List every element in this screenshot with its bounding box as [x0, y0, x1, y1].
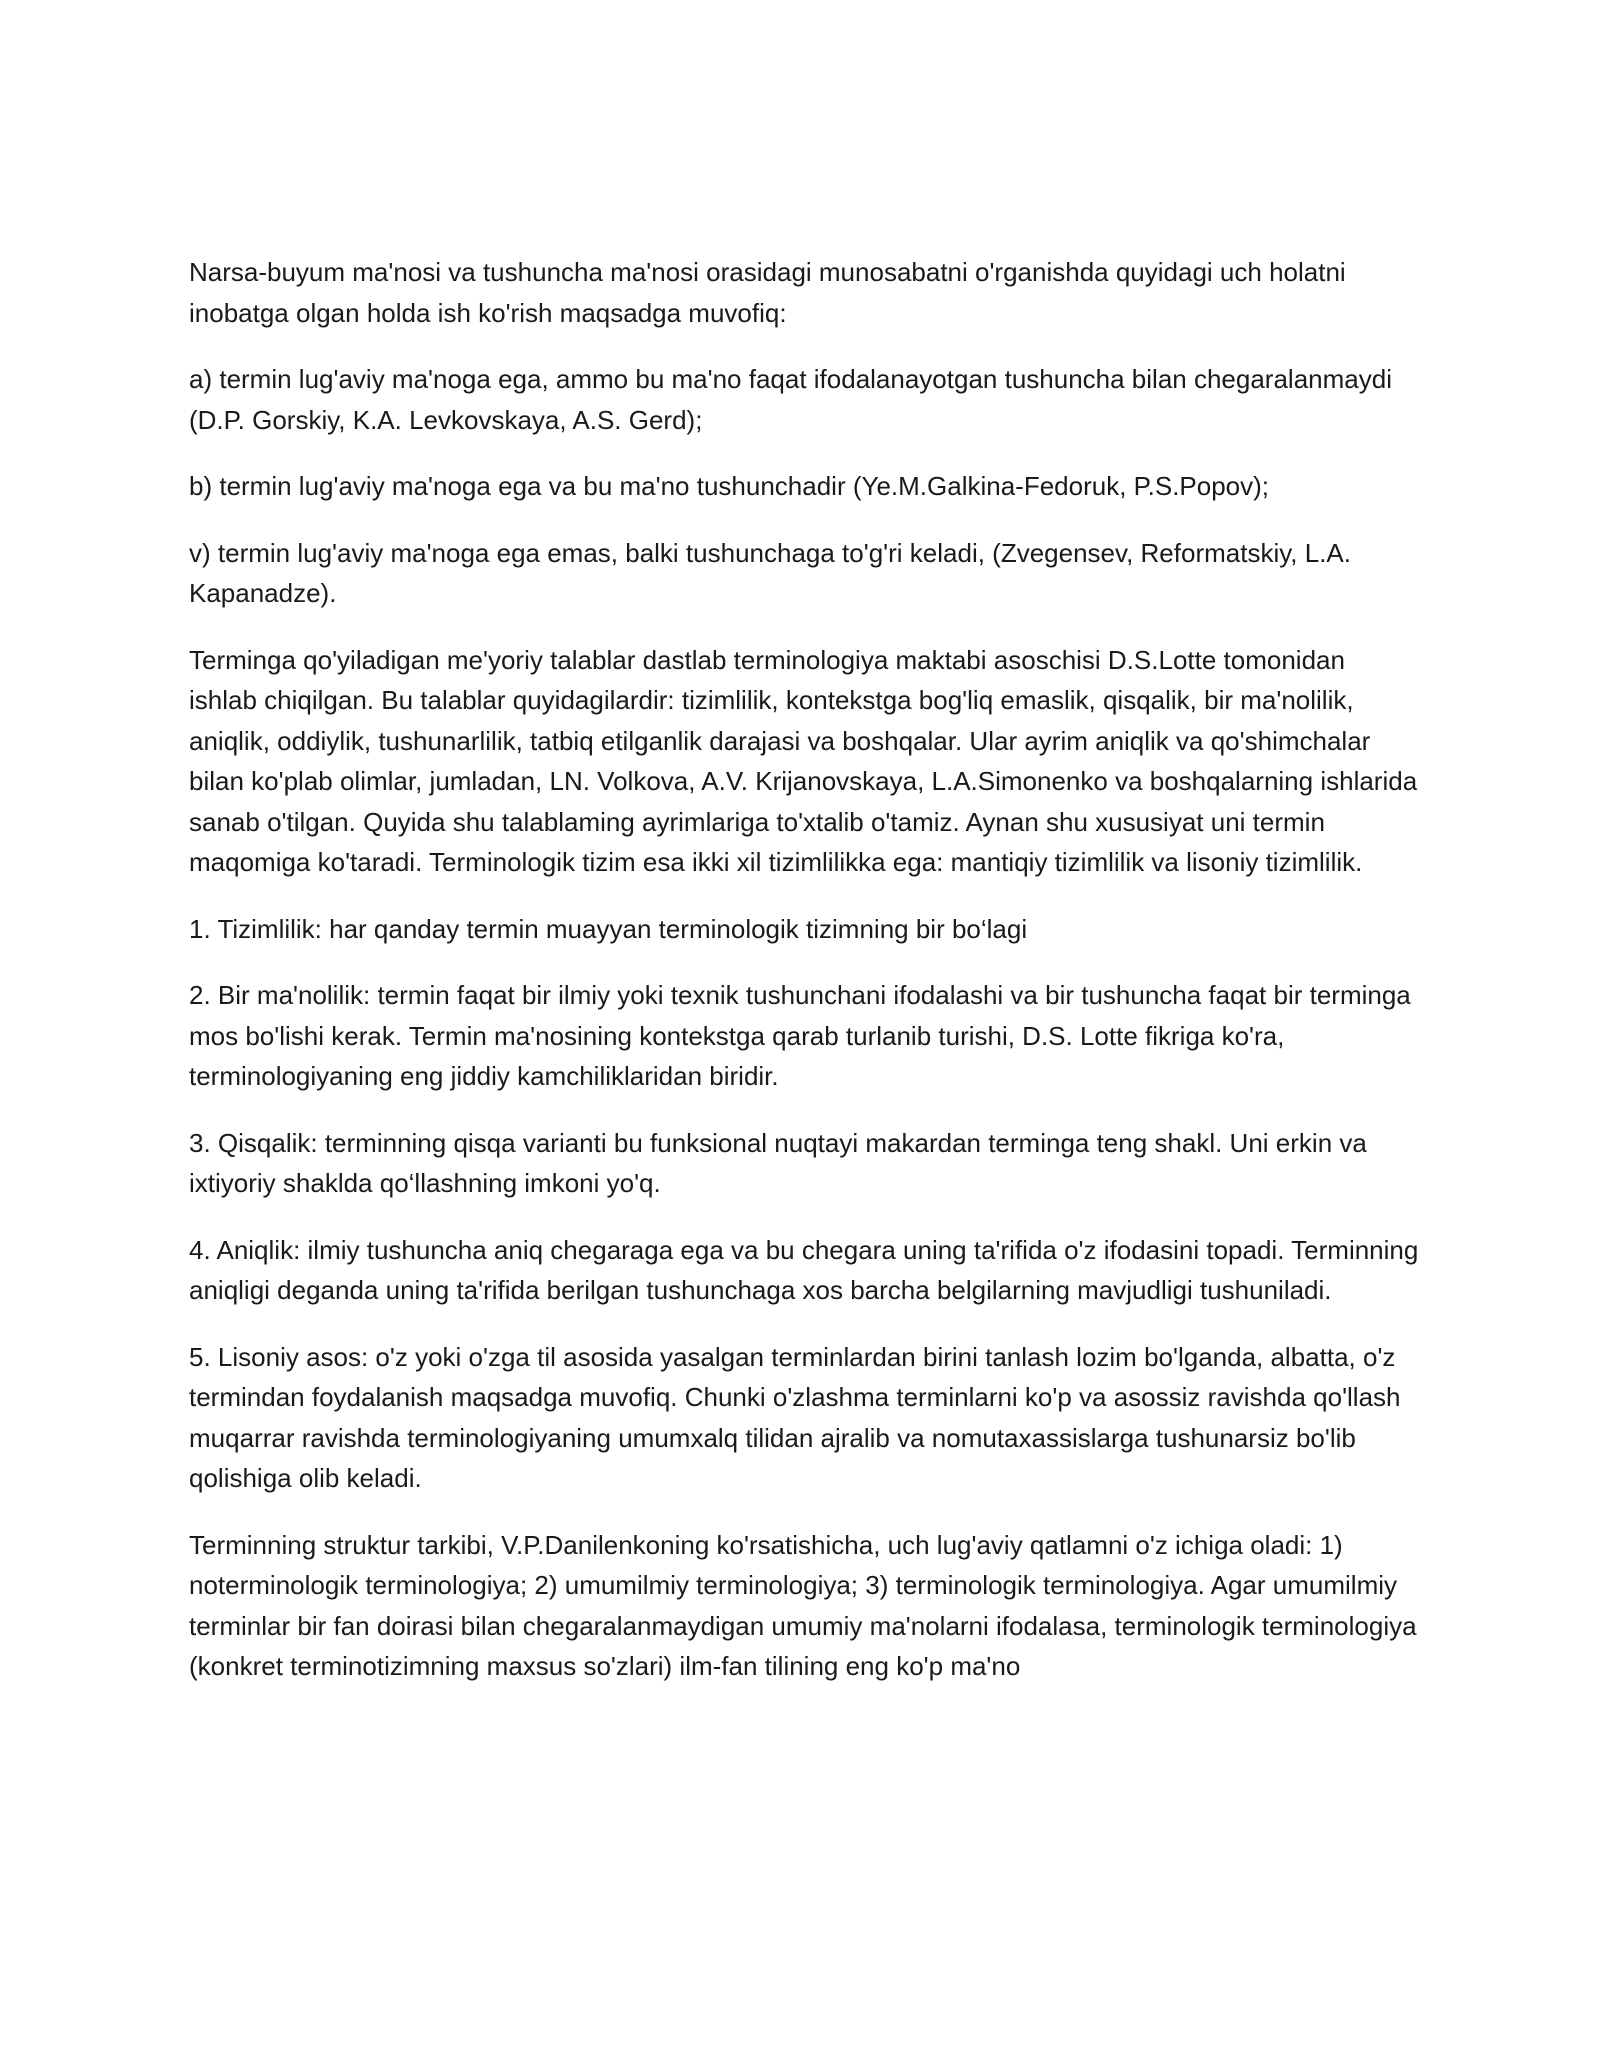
- paragraph-item-v: v) termin lug'aviy ma'noga ega emas, balki tushunchaga to'g'ri keladi, (Zvegensev, Reformatskiy, L.A. Kapanadze).: [189, 537, 1351, 608]
- paragraph-systematicity: 1. Tizimlilik: har qanday termin muayyan terminologik tizimning bir bo‘lagi: [189, 913, 1028, 944]
- paragraph-item-b: b) termin lug'aviy ma'noga ega va bu ma'no tushunchadir (Ye.M.Galkina-Fedoruk, P.S.Popov);: [189, 471, 1270, 501]
- paragraph-item-a: a) termin lug'aviy ma'noga ega, ammo bu ma'no faqat ifodalanayotgan tushuncha bilan chegaralanmaydi (D.P. Gorskiy, K.A. Levkovskaya, A.S. Gerd);: [189, 364, 1392, 435]
- paragraph-precision: 4. Aniqlik: ilmiy tushuncha aniq chegaraga ega va bu chegara uning ta'rifida o'z ifodasini topadi. Terminning aniqligi deganda uning ta'rifida berilgan tushunchaga xos barcha belgilarning mavjudligi tushuniladi.: [189, 1234, 1419, 1305]
- paragraph-intro: Narsa-buyum ma'nosi va tushuncha ma'nosi orasidagi munosabatni o'rganishda quyidagi uch holatni inobatga olgan holda ish ko'rish maqsadga muvofiq:: [189, 257, 1346, 328]
- paragraph-requirements: Terminga qo'yiladigan me'yoriy talablar dastlab terminologiya maktabi asoschisi D.S.Lotte tomonidan ishlab chiqilgan. Bu talablar quyidagilardir: tizimlilik, kontekstga bog'liq emaslik, qisqalik, bir ma'nolilik, aniqlik, oddiylik, tushunarlilik, tatbiq etilganlik darajasi va boshqalar. Ular ayrim aniqlik va qo'shimchalar bilan ko'plab olimlar, jumladan, LN. Volkova, A.V. Krijanovskaya, L.A.Simonenko va boshqalarning ishlarida sanab o'tilgan. Quyida shu talablaming ayrimlariga to'xtalib o'tamiz. Aynan shu xususiyat uni termin maqomiga ko'taradi. Terminologik tizim esa ikki xil tizimlilikka ega: mantiqiy tizimlilik va lisoniy tizimlilik.: [189, 644, 1418, 877]
- document-body: [189, 252, 1419, 1713]
- paragraph-monosemy: 2. Bir ma'nolilik: termin faqat bir ilmiy yoki texnik tushunchani ifodalashi va bir tushuncha faqat bir terminga mos bo'lishi kerak. Termin ma'nosining kontekstga qarab turlanib turishi, D.S. Lotte fikriga ko'ra, terminologiyaning eng jiddiy kamchiliklaridan biridir.: [189, 980, 1411, 1091]
- paragraph-structure: Terminning struktur tarkibi, V.P.Danilenkoning ko'rsatishicha, uch lug'aviy qatlamni o'z ichiga oladi: 1) noterminologik terminologiya; 2) umumilmiy terminologiya; 3) terminologik terminologiya. Agar umumilmiy terminlar bir fan doirasi bilan chegaralanmaydigan umumiy ma'nolarni ifodalasa, terminologik terminologiya (konkret terminotizimning maxsus so'zlari) ilm-fan tilining eng ko'p ma'no: [189, 1529, 1417, 1681]
- paragraph-brevity: 3. Qisqalik: terminning qisqa varianti bu funksional nuqtayi makardan terminga teng shakl. Uni erkin va ixtiyoriy shaklda qo‘llashning imkoni yo'q.: [189, 1127, 1367, 1198]
- paragraph-linguistic-basis: 5. Lisoniy asos: o'z yoki o'zga til asosida yasalgan terminlardan birini tanlash lozim bo'lganda, albatta, o'z termindan foydalanish maqsadga muvofiq. Chunki o'zlashma terminlarni ko'p va asossiz ravishda qo'llash muqarrar ravishda terminologiyaning umumxalq tilidan ajralib va nomutaxassislarga tushunarsiz bo'lib qolishiga olib keladi.: [189, 1341, 1401, 1493]
